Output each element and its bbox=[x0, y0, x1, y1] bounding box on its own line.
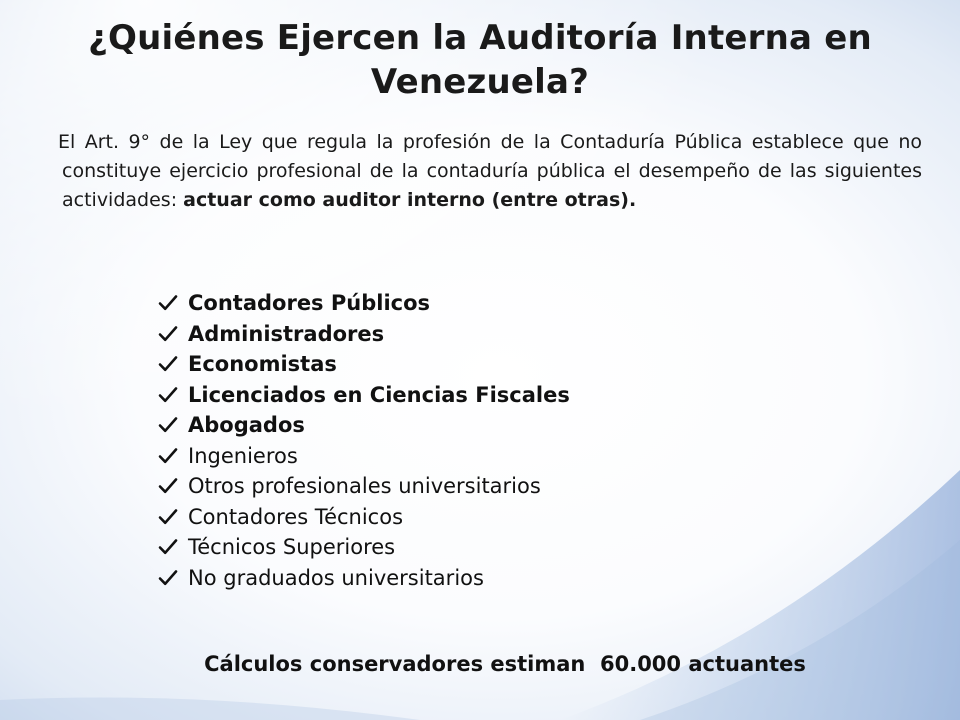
check-icon bbox=[158, 507, 178, 527]
check-icon bbox=[158, 476, 178, 496]
professions-list bbox=[158, 288, 570, 593]
list-item-label: No graduados universitarios bbox=[188, 565, 484, 590]
list-item bbox=[158, 471, 570, 502]
list-item bbox=[158, 380, 570, 411]
check-icon bbox=[158, 446, 178, 466]
intro-paragraph bbox=[58, 128, 922, 215]
list-item bbox=[158, 502, 570, 533]
list-item-label: Abogados bbox=[188, 413, 305, 438]
check-icon bbox=[158, 324, 178, 344]
list-item-label: Contadores Técnicos bbox=[188, 504, 404, 529]
list-item-label: Técnicos Superiores bbox=[188, 535, 396, 560]
list-item bbox=[158, 288, 570, 319]
list-item-label: Economistas bbox=[188, 352, 337, 377]
slide-title: ¿Quiénes Ejercen la Auditoría Interna en Venezuela? bbox=[88, 18, 872, 102]
check-icon bbox=[158, 385, 178, 405]
list-item-label: Otros profesionales universitarios bbox=[188, 474, 541, 499]
list-item-label: Administradores bbox=[188, 321, 385, 346]
intro-emphasis: actuar como auditor interno (entre otras). bbox=[183, 189, 637, 211]
intro-text: El Art. 9° de la Ley que regula la profesión de la Contaduría Pública establece que no constituye ejercicio profesional de la contaduría pública el desempeño de las siguientes actividades: bbox=[58, 131, 922, 211]
list-item-label: Licenciados en Ciencias Fiscales bbox=[188, 382, 570, 407]
check-icon bbox=[158, 568, 178, 588]
list-item bbox=[158, 563, 570, 594]
check-icon bbox=[158, 537, 178, 557]
list-item bbox=[158, 349, 570, 380]
list-item-label: Ingenieros bbox=[188, 443, 298, 468]
check-icon bbox=[158, 415, 178, 435]
list-item-label: Contadores Públicos bbox=[188, 291, 431, 316]
footer-note: Cálculos conservadores estiman 60.000 actuantes bbox=[204, 652, 806, 676]
list-item bbox=[158, 532, 570, 563]
check-icon bbox=[158, 354, 178, 374]
list-item bbox=[158, 319, 570, 350]
list-item bbox=[158, 410, 570, 441]
list-item bbox=[158, 441, 570, 472]
check-icon bbox=[158, 293, 178, 313]
